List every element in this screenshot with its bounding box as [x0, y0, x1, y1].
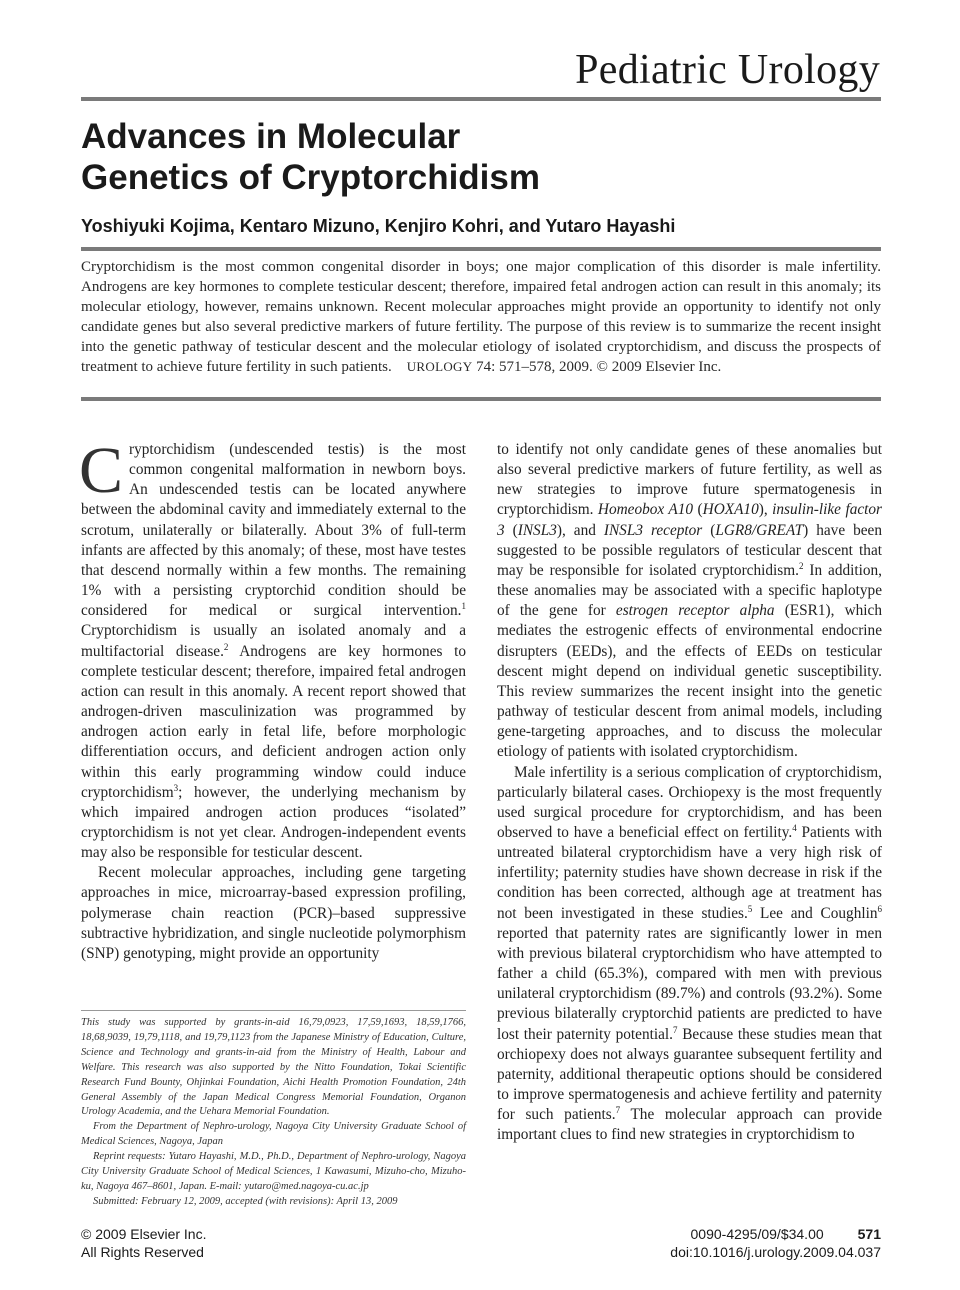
abstract-bottom-rule	[81, 397, 881, 401]
body-text: ) have been suggested to be possible regulators of testicular descent that may be responsible for isolated cryptorchidism.	[497, 521, 882, 579]
abstract-top-rule	[81, 247, 881, 251]
body-text: (	[693, 501, 703, 519]
page-number: 571	[857, 1226, 881, 1242]
footer-right	[670, 1225, 881, 1261]
footer-left	[81, 1225, 207, 1261]
copyright: © 2009 Elsevier Inc.	[81, 1226, 207, 1242]
body-text: ryptorchidism (undescended testis) is the most common congenital malformation in newborn boys. An undescended testis can be located anywhere between the abdominal cavity and immediately external to the scrotum, unilaterally or bilaterally. About 3% of full-term infants are affected by this anomaly; of these, most have testes that descend normally within a few months. The remaining 1% with a persisting cryptorchid condition should be considered for medical or surgical intervention.	[81, 441, 466, 620]
reference-link[interactable]: 7	[615, 1105, 621, 1116]
gene-name: Homeobox A10	[597, 501, 694, 519]
reference-link[interactable]: 3	[173, 782, 179, 793]
body-text: to identify not only candidate genes of these anomalies but also several predictive markers of future fertility, as well as new strategies to improve future spermatogenesis in cryptorchidism.	[497, 441, 882, 519]
body-text: Lee and Coughlin	[752, 904, 878, 922]
section-label: Pediatric Urology	[575, 47, 880, 93]
footnote-rule	[81, 1010, 466, 1011]
reference-link[interactable]: 7	[672, 1024, 678, 1035]
body-text: (	[504, 521, 518, 539]
body-column-right	[497, 440, 882, 1145]
reference-link[interactable]: 5	[747, 903, 753, 914]
title-line-1: Advances in Molecular	[81, 117, 461, 156]
rights: All Rights Reserved	[81, 1244, 204, 1260]
submission-note: Submitted: February 12, 2009, accepted (with revisions): April 13, 2009	[93, 1195, 398, 1207]
gene-symbol: LGR8/GREAT	[715, 521, 804, 539]
reference-link[interactable]: 2	[223, 641, 229, 652]
issn-line	[670, 1225, 881, 1243]
body-text: Androgens are key hormones to complete testicular descent; therefore, impaired fetal androgen action can result in this anomaly. A recent report showed that androgen-driven masculinization was programmed by androgen action early in fetal life, before morphologic differentiation occurs, and deficient androgen action only within this early programming window could induce cryptorchidism	[81, 642, 467, 801]
funding-note: This study was supported by grants-in-aid 16,79,0923, 17,59,1693, 18,59,1766, 18,68,9039, 19,79,1118, and 19,79,1123 from the Japanese Ministry of Education, Culture, Science and Technology and grants-in-aid from the Ministry of Health, Labour and Welfare. This research was also supported by the Nitto Foundation, Tokai Scientific Research Fund Bounty, Ohjinkai Foundation, Aichi Health Promotion Foundation, 24th General Assembly of the Japan Medical Congress Memorial Foundation, Organon Urology Academia, and the Uehara Memorial Foundation.	[81, 1017, 466, 1118]
abstract-text: Cryptorchidism is the most common congenital disorder in boys; one major complication of this disorder is male infertility. Androgens are key hormones to complete testicular descent; therefore, impaired fetal androgen action can result in this anomaly; its molecular etiology, however, remains unknown. Recent molecular approaches might provide an opportunity to identify not only candidate genes but also several predictive markers of future fertility. The purpose of this review is to summarize the recent insight into the genetic pathway of testicular descent and the molecular etiology of isolated cryptorchidism, and discuss the prospects of treatment to achieve future fertility in such patients.	[81, 259, 881, 376]
body-text: reported that paternity rates are significantly lower in men with previous bilateral cryptorchidism who have attempted to father a child (65.3%), compared with men with previous unilateral cryptorchidism (89.7%) and controls (93.2%). Some previous bilaterally cryptorchid patients are predicted to have lost their paternity potential.	[497, 924, 882, 1043]
abstract	[81, 257, 881, 378]
reprint-text: Reprint requests: Yutaro Hayashi, M.D., Ph.D., Department of Nephro-urology, Nagoya City University Graduate School of Medical Sciences, 1 Kawasumi, Mizuho-cho, Mizuho-ku, Nagoya 467–8601, Japan. E-mail:	[81, 1151, 466, 1192]
body-text: ), and	[556, 521, 604, 539]
body-paragraph	[497, 763, 882, 1146]
body-paragraph	[79, 434, 467, 863]
reference-link[interactable]: 6	[877, 903, 882, 914]
drop-cap: C	[79, 434, 124, 507]
gene-symbol: HOXA10	[702, 501, 759, 519]
affiliation-note: From the Department of Nephro-urology, Nagoya City University Graduate School of Medical Sciences, Nagoya, Japan	[81, 1121, 466, 1148]
email-link[interactable]: yutaro@med.nagoya-cu.ac.jp	[244, 1180, 369, 1192]
header-rule	[81, 97, 881, 101]
body-text: ; however, the underlying mechanism by which impaired androgen action produces “isolated” cryptorchidism is not yet clear. Androgen-independent events may also be responsible for testicular descent.	[81, 783, 466, 862]
gene-name: INSL3 receptor	[603, 521, 703, 539]
abstract-citation: 74: 571–578, 2009. © 2009 Elsevier Inc.	[476, 359, 722, 376]
gene-symbol: INSL3	[517, 521, 557, 539]
reference-link[interactable]: 2	[798, 560, 804, 571]
body-text: Recent molecular approaches, including gene targeting approaches in mice, microarray-based expression profiling, polymerase chain reaction (PCR)–based suppressive subtractive hybridization, and single nucleotide polymorphism (SNP) genotyping, might provide an opportunity	[81, 864, 466, 962]
reprint-note	[81, 1150, 466, 1195]
body-text: (ESR1), which mediates the estrogenic effects of environmental endocrine disrupters (EEDs), and the effects of EEDs on testicular descent might depend on individual genetic susceptibility. This review summarizes the recent insight into the genetic pathway of testicular descent from animal models, including gene-targeting approaches, and to discuss the molecular etiology of patients with isolated cryptorchidism.	[497, 602, 882, 761]
body-text: In addition, these anomalies may be associated with a specific haplotype of the gene for	[497, 561, 882, 620]
gene-name: estrogen receptor alpha	[615, 602, 775, 620]
gene-name: insulin-like factor 3	[497, 501, 882, 539]
body-text: Patients with untreated bilateral cryptorchidism have a very high risk of infertility; paternity studies have shown decrease in risk if the condition has been corrected, although age at treatment has not been investigated in these studies.	[497, 823, 882, 922]
doi[interactable]: doi:10.1016/j.urology.2009.04.037	[670, 1244, 881, 1260]
issn: 0090-4295/09/$34.00	[690, 1226, 824, 1242]
body-column-left	[79, 434, 467, 964]
body-text: (	[702, 521, 716, 539]
body-text: Male infertility is a serious complication of cryptorchidism, particularly bilateral cases. Orchiopexy is the most frequently used surgical procedure for cryptorchidism, and has been observed to have a beneficial effect on fertility.	[497, 763, 882, 841]
reference-link[interactable]: 4	[792, 822, 797, 833]
footnotes	[81, 1016, 466, 1210]
article-title	[81, 116, 881, 198]
body-paragraph	[497, 440, 882, 763]
body-text: Because these studies mean that orchiopexy does not always guarantee subsequent fertility and paternity, additional therapeutic options should be considered to improve spermatogenesis and achieve fertility and paternity for such patients.	[497, 1025, 882, 1124]
reference-link[interactable]: 1	[461, 601, 466, 612]
body-text: The molecular approach can provide important clues to find new strategies in cryptorchidism to	[497, 1106, 882, 1144]
body-paragraph	[81, 863, 466, 964]
title-line-2: Genetics of Cryptorchidism	[81, 158, 540, 197]
author-list: Yoshiyuki Kojima, Kentaro Mizuno, Kenjiro Kohri, and Yutaro Hayashi	[81, 216, 676, 236]
journal-name: UROLOGY	[406, 359, 473, 375]
body-text: Cryptorchidism is usually an isolated anomaly and a multifactorial disease.	[81, 622, 466, 660]
body-text: ),	[758, 501, 773, 519]
